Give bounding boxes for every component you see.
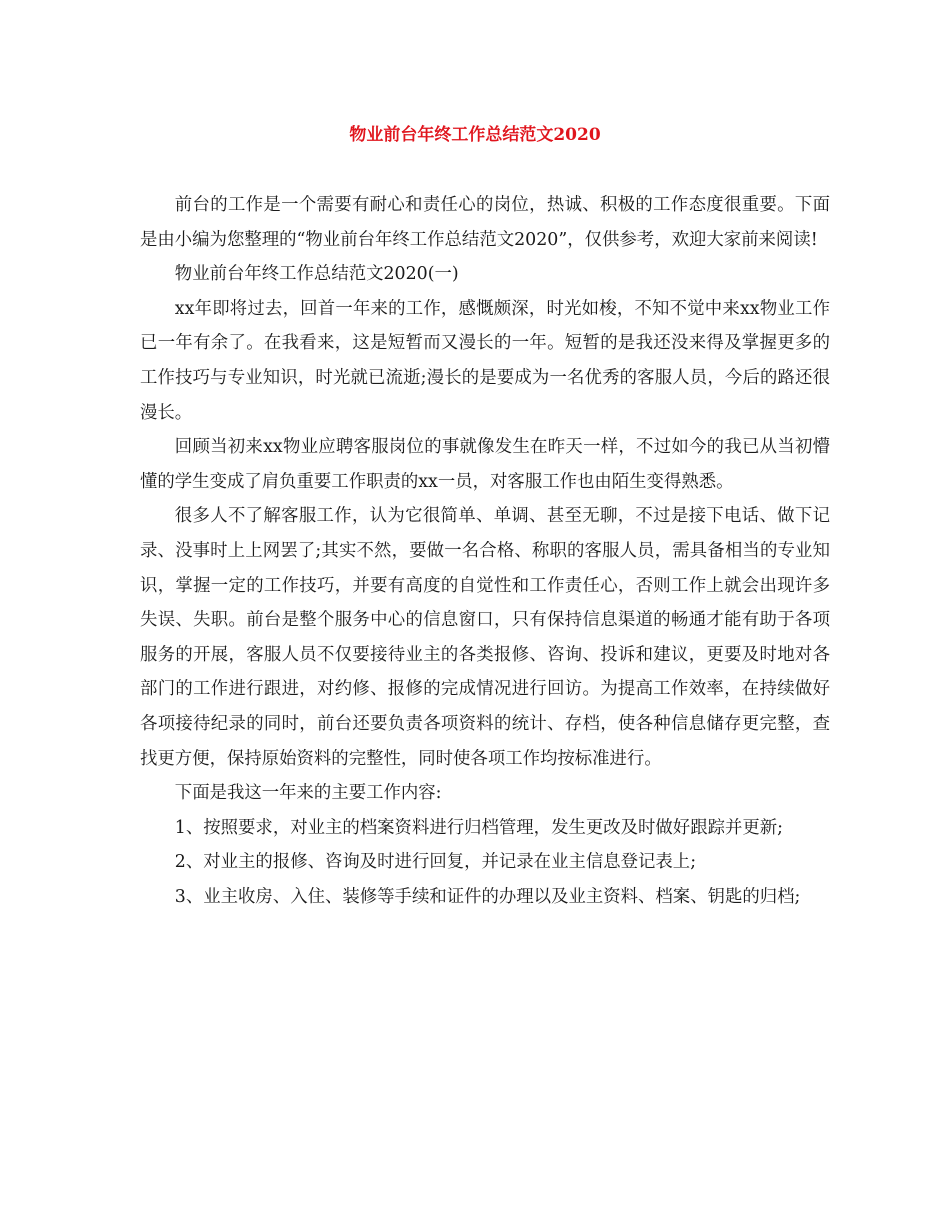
list-item: 1、按照要求，对业主的档案资料进行归档管理，发生更改及时做好跟踪并更新; xyxy=(174,817,784,838)
list-item: 3、业主收房、入住、装修等手续和证件的办理以及业主资料、档案、钥匙的归档; xyxy=(174,886,801,907)
body-paragraph: 很多人不了解客服工作，认为它很简单、单调、甚至无聊，不过是接下电话、做下记录、没事时上上网罢了;其实不然，要做一名合格、称职的客服人员，需具备相当的专业知识，掌握一定的工作技巧，并要有高度的自觉性和工作责任心，否则工作上就会出现许多失误、失职。前台是整个服务中心的信息窗口，只有保持信息渠道的畅通才能有助于各项服务的开展，客服人员不仅要接待业主的各类报修、咨询、投诉和建议，更要及时地对各部门的工作进行跟进，对约修、报修的完成情况进行回访。为提高工作效率，在持续做好各项接待纪录的同时，前台还要负责各项资料的统计、存档，使各种信息储存更完整，查找更方便，保持原始资料的完整性，同时使各项工作均按标准进行。 xyxy=(140,506,830,769)
document-title: 物业前台年终工作总结范文2020 xyxy=(349,125,601,145)
list-intro-paragraph: 下面是我这一年来的主要工作内容: xyxy=(174,783,442,804)
intro-paragraph: 前台的工作是一个需要有耐心和责任心的岗位，热诚、积极的工作态度很重要。下面是由小编为您整理的“物业前台年终工作总结范文2020”，仅供参考，欢迎大家前来阅读! xyxy=(140,195,830,250)
body-paragraph: 回顾当初来xx物业应聘客服岗位的事就像发生在昨天一样，不过如今的我已从当初懵懂的学生变成了肩负重要工作职责的xx一员，对客服工作也由陌生变得熟悉。 xyxy=(140,437,830,492)
body-paragraph: xx年即将过去，回首一年来的工作，感慨颇深，时光如梭，不知不觉中来xx物业工作已一年有余了。在我看来，这是短暂而又漫长的一年。短暂的是我还没来得及掌握更多的工作技巧与专业知识，时光就已流逝;漫长的是要成为一名优秀的客服人员，今后的路还很漫长。 xyxy=(140,298,830,423)
section-heading: 物业前台年终工作总结范文2020(一) xyxy=(174,264,459,285)
document-body xyxy=(140,188,830,914)
list-item: 2、对业主的报修、咨询及时进行回复，并记录在业主信息登记表上; xyxy=(174,852,697,873)
